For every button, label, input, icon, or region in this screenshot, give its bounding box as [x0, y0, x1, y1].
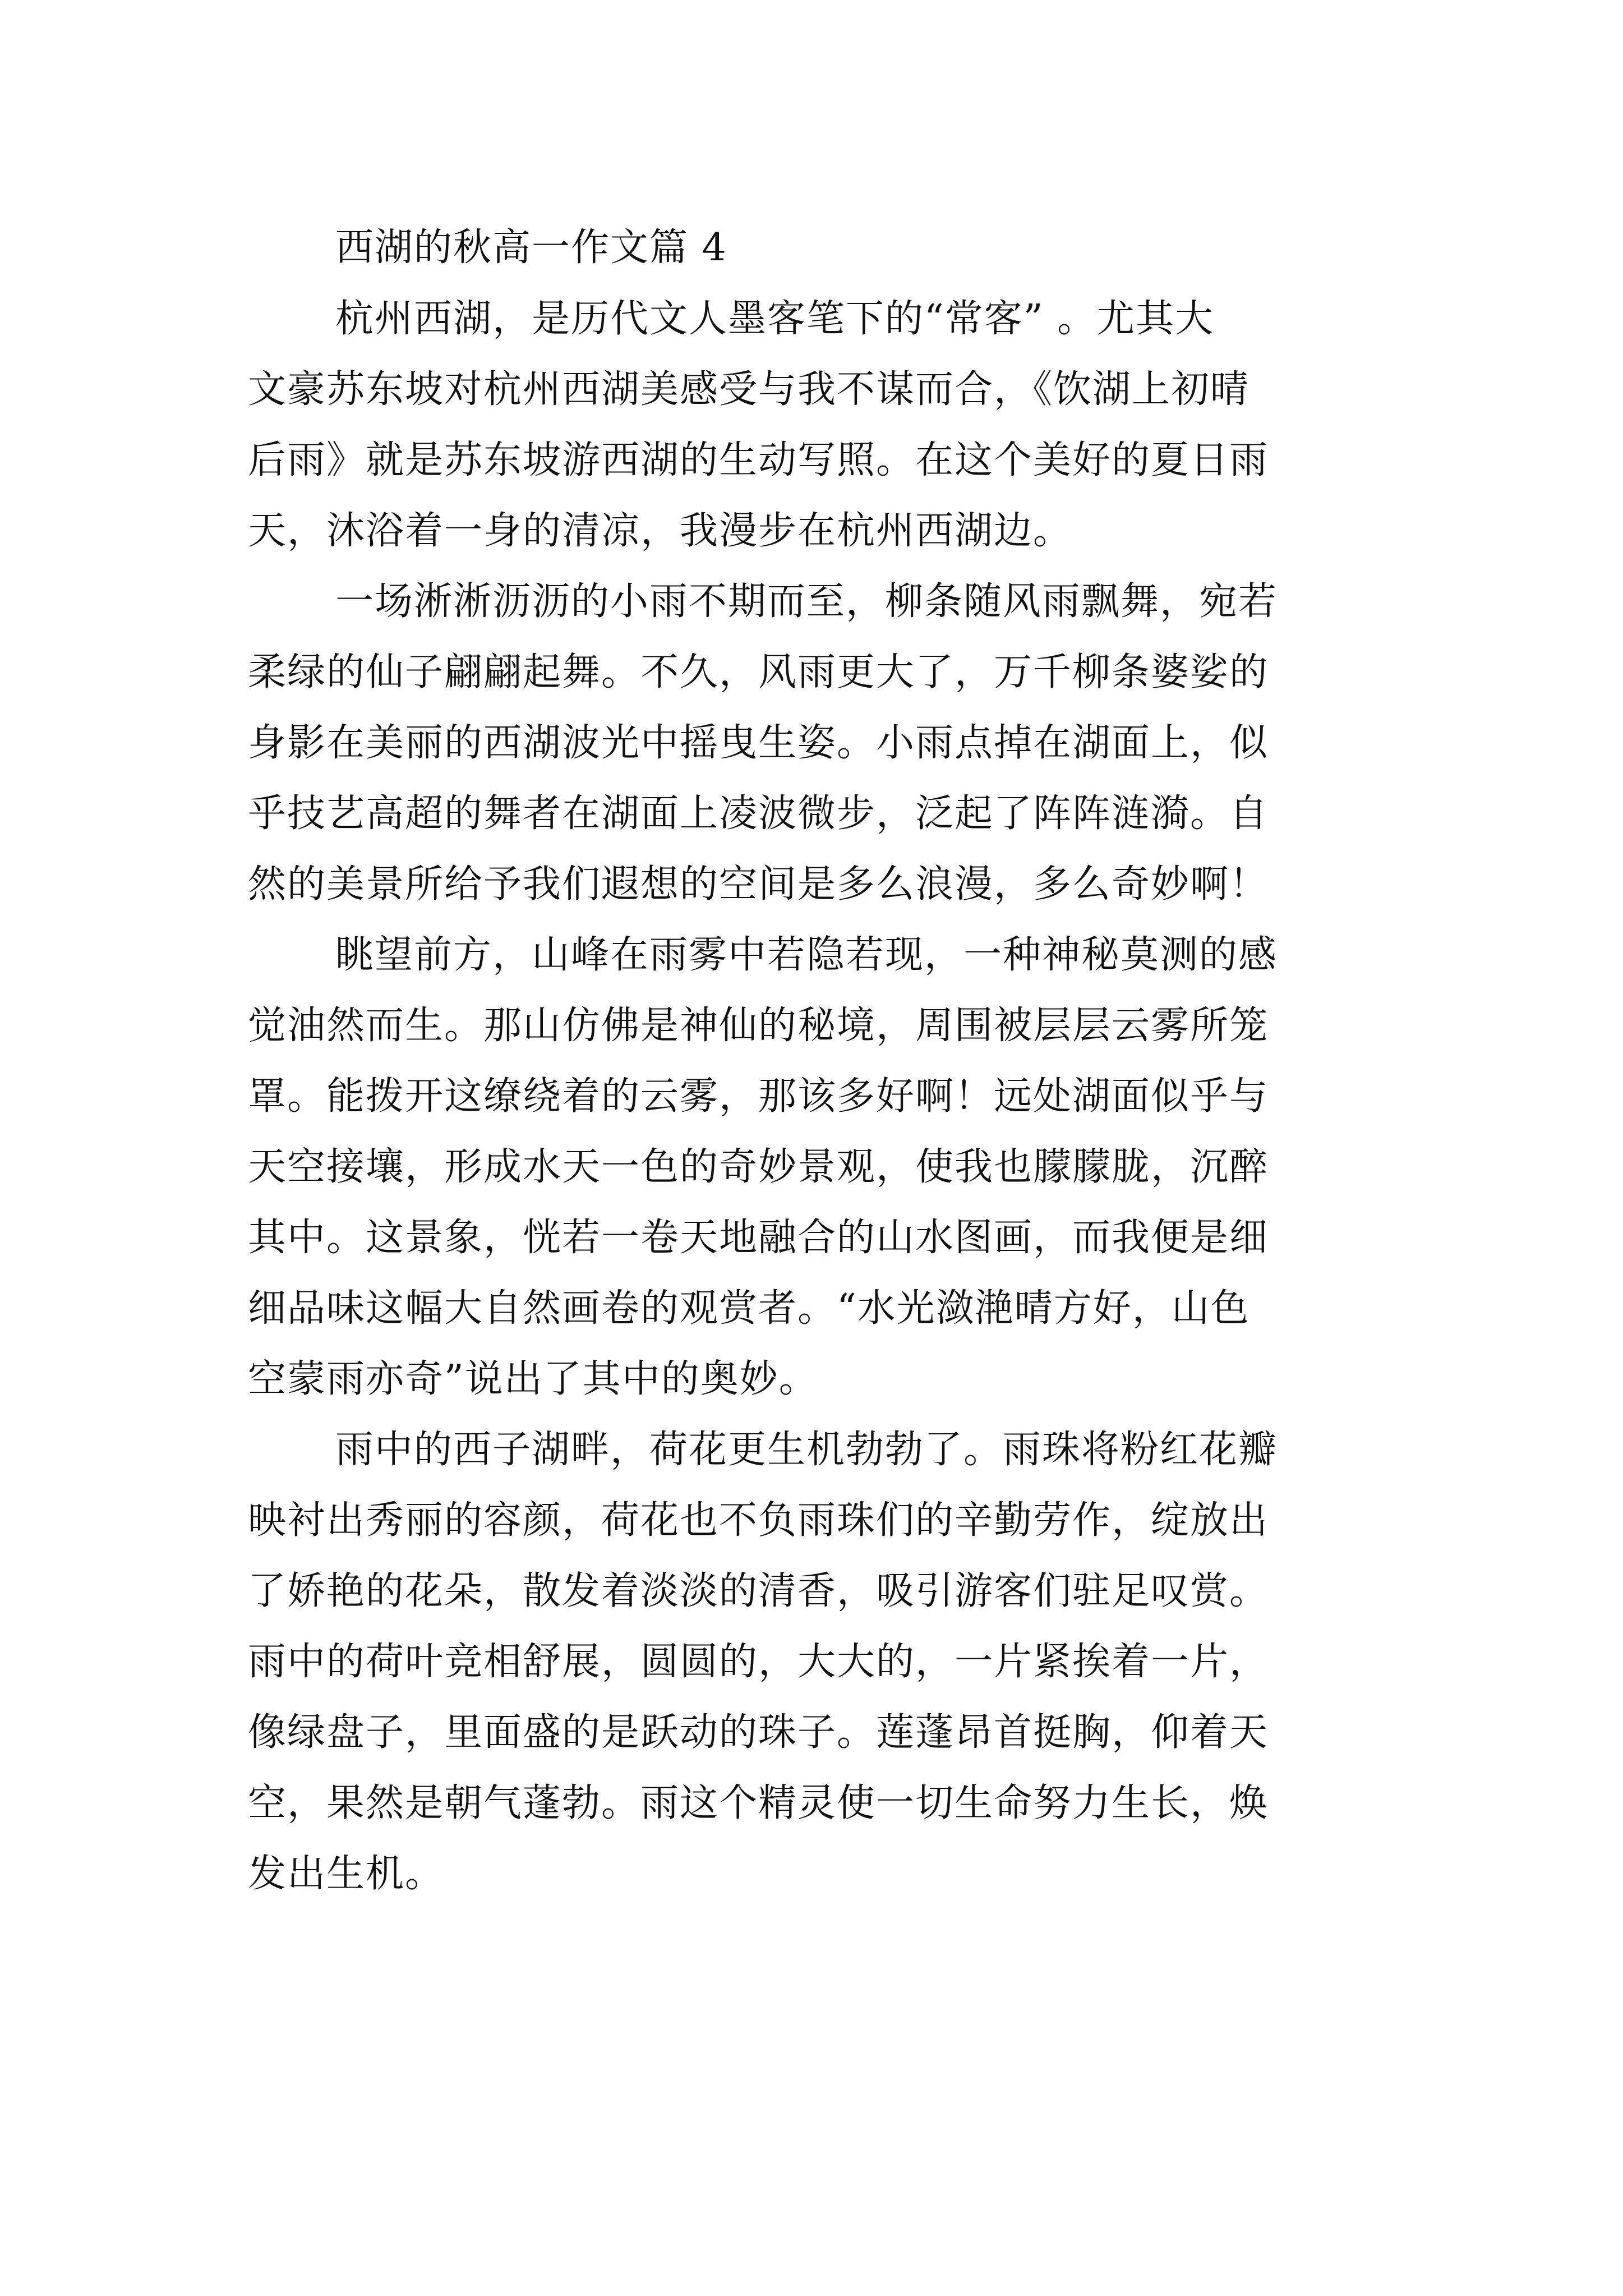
paragraph-4-line-2: 映衬出秀丽的容颜，荷花也不负雨珠们的辛勤劳作，绽放出 [248, 1498, 1269, 1543]
paragraph-4-line-4: 雨中的荷叶竞相舒展，圆圆的，大大的，一片紧挨着一片， [248, 1640, 1269, 1684]
paragraph-1-line-2: 文豪苏东坡对杭州西湖美感受与我不谋而合，《饮湖上初晴 [248, 367, 1250, 412]
paragraph-4-line-3: 了娇艳的花朵，散发着淡淡的清香，吸引游客们驻足叹赏。 [248, 1569, 1269, 1613]
paragraph-2-line-4: 乎技艺高超的舞者在湖面上凌波微步，泛起了阵阵涟漪。自 [248, 792, 1269, 836]
document-title: 西湖的秋高一作文篇 4 [335, 226, 727, 270]
paragraph-2-line-2: 柔绿的仙子翩翩起舞。不久，风雨更大了，万千柳条婆娑的 [248, 650, 1269, 694]
paragraph-3-line-2: 觉油然而生。那山仿佛是神仙的秘境，周围被层层云雾所笼 [248, 1004, 1269, 1048]
paragraph-3-line-7: 空蒙雨亦奇”说出了其中的奥妙。 [248, 1357, 818, 1401]
paragraph-2-line-1: 一场淅淅沥沥的小雨不期而至，柳条随风雨飘舞，宛若 [335, 579, 1278, 624]
paragraph-1-line-3: 后雨》就是苏东坡游西湖的生动写照。在这个美好的夏日雨 [248, 438, 1269, 482]
paragraph-2-line-3: 身影在美丽的西湖波光中摇曳生姿。小雨点掉在湖面上，似 [248, 721, 1269, 765]
paragraph-1-line-1: 杭州西湖，是历代文人墨客笔下的“常客” 。尤其大 [335, 297, 1215, 341]
paragraph-4-line-7: 发出生机。 [248, 1852, 445, 1896]
paragraph-4-line-6: 空，果然是朝气蓬勃。雨这个精灵使一切生命努力生长，焕 [248, 1781, 1269, 1825]
paragraph-3-line-3: 罩。能拨开这缭绕着的云雾，那该多好啊！远处湖面似乎与 [248, 1074, 1269, 1119]
paragraph-3-line-1: 眺望前方，山峰在雨雾中若隐若现，一种神秘莫测的感 [335, 933, 1278, 977]
paragraph-1-line-4: 天，沐浴着一身的清凉，我漫步在杭州西湖边。 [248, 509, 1073, 553]
paragraph-2-line-5: 然的美景所给予我们遐想的空间是多么浪漫，多么奇妙啊！ [248, 862, 1269, 907]
paragraph-3-line-4: 天空接壤，形成水天一色的奇妙景观，使我也朦朦胧，沉醉 [248, 1145, 1269, 1189]
paragraph-4-line-5: 像绿盘子，里面盛的是跃动的珠子。莲蓬昂首挺胸，仰着天 [248, 1710, 1269, 1755]
paragraph-3-line-6: 细品味这幅大自然画卷的观赏者。“水光潋滟晴方好，山色 [248, 1286, 1250, 1331]
paragraph-4-line-1: 雨中的西子湖畔，荷花更生机勃勃了。雨珠将粉红花瓣 [335, 1428, 1278, 1472]
paragraph-3-line-5: 其中。这景象，恍若一卷天地融合的山水图画，而我便是细 [248, 1216, 1269, 1260]
